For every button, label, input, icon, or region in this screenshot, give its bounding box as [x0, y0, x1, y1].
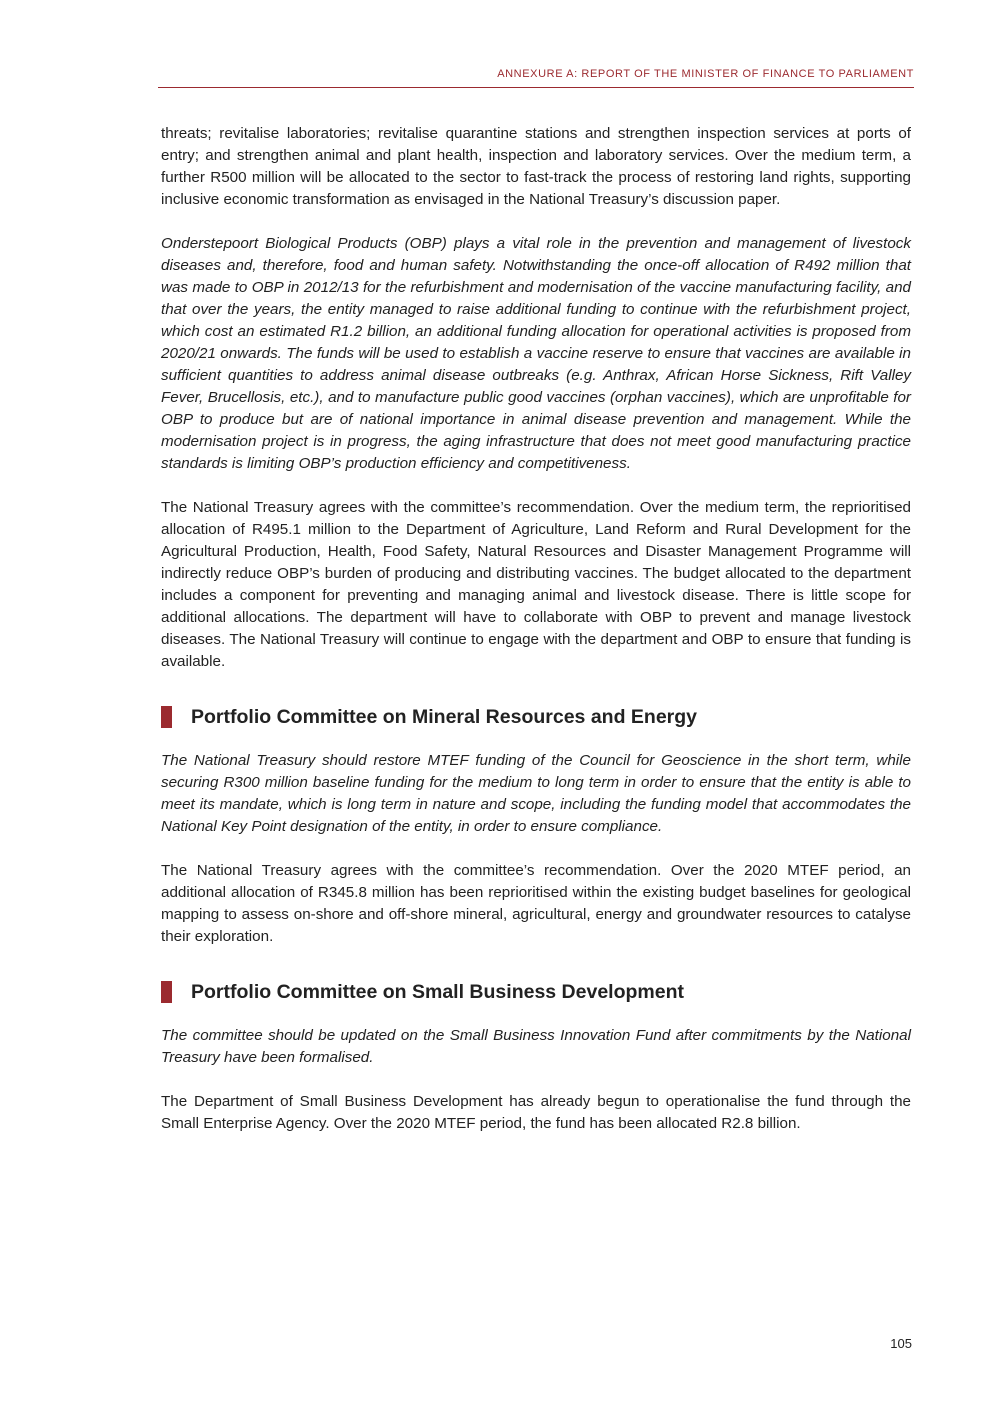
- page-number: 105: [890, 1336, 912, 1351]
- response-paragraph: The National Treasury agrees with the committee’s recommendation. Over the 2020 MTEF period, an additional allocation of R345.8 million has been reprioritised within the existing budget baselines for geological mapping to assess on-shore and off-shore mineral, agricultural, energy and groundwater resources to catalyse their exploration.: [161, 862, 911, 945]
- section-heading-mineral-resources: [161, 705, 911, 729]
- recommendation-paragraph: The National Treasury should restore MTEF funding of the Council for Geoscience in the short term, while securing R300 million baseline funding for the medium to long term in order to ensure that the entity is able to meet its mandate, which is long term in nature and scope, including the funding model that accommodates the National Key Point designation of the entity, in order to ensure compliance.: [161, 752, 911, 835]
- section-marker: [161, 981, 172, 1003]
- running-header: ANNEXURE A: REPORT OF THE MINISTER OF FINANCE TO PARLIAMENT: [497, 68, 914, 80]
- page-body: [161, 123, 911, 1135]
- response-paragraph: The Department of Small Business Development has already begun to operationalise the fund through the Small Enterprise Agency. Over the 2020 MTEF period, the fund has been allocated R2.8 billion.: [161, 1093, 911, 1132]
- recommendation-paragraph: Onderstepoort Biological Products (OBP) plays a vital role in the prevention and management of livestock diseases and, therefore, food and human safety. Notwithstanding the once-off allocation of R492 million that was made to OBP in 2012/13 for the refurbishment and modernisation of the vaccine manufacturing facility, and that over the years, the entity managed to raise additional funding to continue with the refurbishment project, which cost an estimated R1.2 billion, an additional funding allocation for operational activities is proposed from 2020/21 onwards. The funds will be used to establish a vaccine reserve to ensure that vaccines are available in sufficient quantities to address animal disease outbreaks (e.g. Anthrax, African Horse Sickness, Rift Valley Fever, Brucellosis, etc.), and to manufacture public good vaccines (orphan vaccines), which are unprofitable for OBP to produce but are of national importance in animal disease prevention and management. While the modernisation project is in progress, the aging infrastructure that does not meet good manufacturing practice standards is limiting OBP’s production efficiency and competitiveness.: [161, 235, 911, 472]
- header-divider: [158, 87, 914, 88]
- response-paragraph: The National Treasury agrees with the committee’s recommendation. Over the medium term, the reprioritised allocation of R495.1 million to the Department of Agriculture, Land Reform and Rural Development for the Agricultural Production, Health, Food Safety, Natural Resources and Disaster Management Programme will indirectly reduce OBP’s burden of producing and distributing vaccines. The budget allocated to the department includes a component for preventing and managing animal and livestock disease. There is little scope for additional allocations. The department will have to collaborate with OBP to prevent and manage livestock diseases. The National Treasury will continue to engage with the department and OBP to ensure that funding is available.: [161, 499, 911, 670]
- section-marker: [161, 706, 172, 728]
- recommendation-paragraph: The committee should be updated on the Small Business Innovation Fund after commitments by the National Treasury have been formalised.: [161, 1027, 911, 1066]
- section-title: Portfolio Committee on Mineral Resources and Energy: [191, 706, 698, 728]
- section-heading-small-business: [161, 980, 911, 1004]
- body-paragraph: threats; revitalise laboratories; revitalise quarantine stations and strengthen inspection services at ports of entry; and strengthen animal and plant health, inspection and laboratory services. Over the medium term, a further R500 million will be allocated to the sector to fast-track the process of restoring land rights, supporting inclusive economic transformation as envisaged in the National Treasury’s discussion paper.: [161, 125, 911, 208]
- section-title: Portfolio Committee on Small Business Development: [191, 981, 685, 1003]
